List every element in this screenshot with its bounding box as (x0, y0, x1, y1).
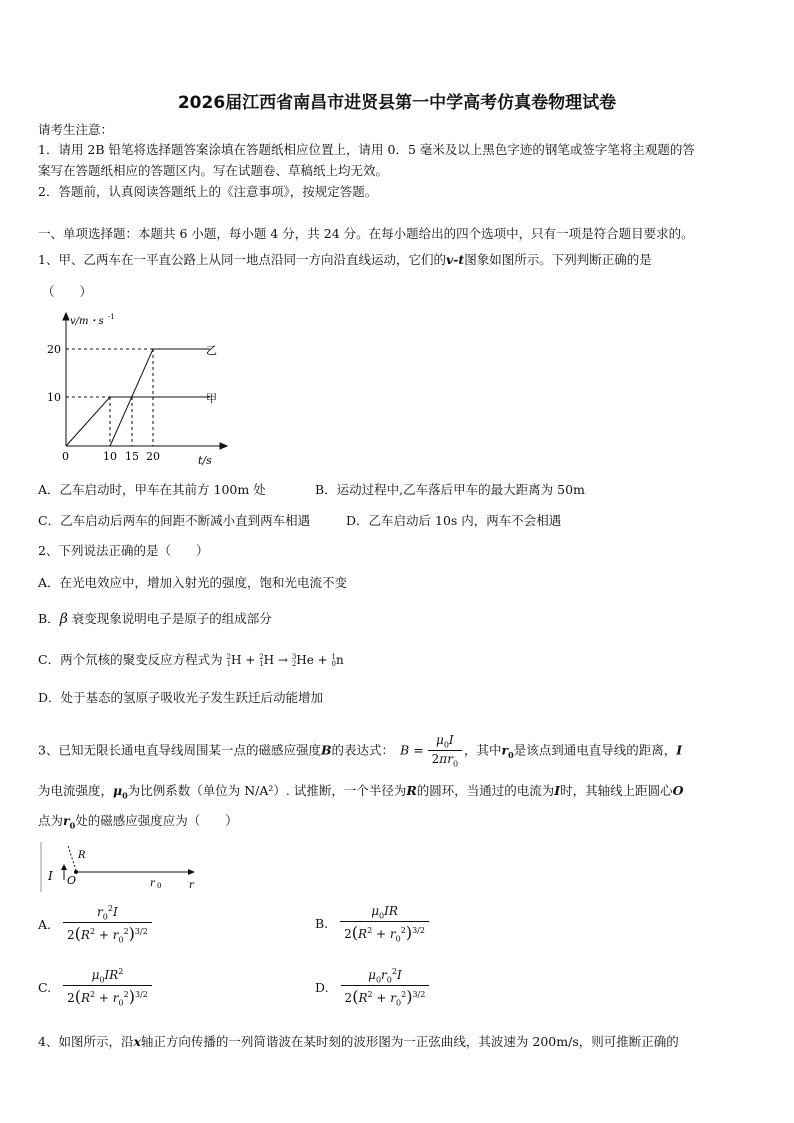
q3-ring-figure (38, 838, 208, 896)
q3-formula: B = $\frac{\mu_0I}{2\pi r_0}$ (400, 733, 462, 769)
label-yi: 乙 (206, 344, 217, 357)
y-tick-10: 10 (47, 391, 61, 404)
q3-option-d: D. $\frac{\mu_0r_0^2I}{2(R^2 + r_0^2)^{3/2}}$ (315, 967, 429, 1008)
svg-text:I: I (48, 869, 53, 883)
notice-item-1a: 1．请用 2B 铅笔将选择题答案涂填在答题纸相应位置上，请用 0．5 毫米及以上黑色字迹的钢笔或签字笔将主观题的答 (38, 142, 695, 157)
q1-stem-vt: v-t (445, 252, 465, 267)
section-heading: 一、单项选择题：本题共 6 小题，每小题 4 分，共 24 分。在每小题给出的四个选项中，只有一项是符合题目要求的。 (38, 226, 694, 241)
x-tick-10: 10 (103, 450, 117, 463)
y-axis-arrow (63, 313, 69, 320)
x-axis-arrow (220, 443, 227, 449)
q1-stem-a: 1、甲、乙两车在一平直公路上从同一地点沿同一方向沿直线运动，它们的 (38, 252, 446, 267)
q1-option-a: A．乙车启动时，甲车在其前方 100m 处 (38, 482, 266, 497)
q3-option-a-formula: $\frac{r_0^2I}{2(R^2 + r_0^2)^{3/2}}$ (63, 904, 152, 945)
y-axis-label: v/m・s (70, 316, 104, 327)
svg-text:0: 0 (157, 882, 162, 890)
y-tick-20: 20 (47, 343, 61, 356)
q3-stem-line3: 点为$r_0$处的磁感应强度应为（ ） (38, 813, 238, 831)
q1-option-b: B．运动过程中,乙车落后甲车的最大距离为 50m (315, 482, 585, 497)
q2-stem: 2、下列说法正确的是（ ） (38, 543, 209, 558)
q3-option-d-formula: $\frac{\mu_0r_0^2I}{2(R^2 + r_0^2)^{3/2}}$ (341, 967, 430, 1008)
page-title: 2026届江西省南昌市进贤县第一中学高考仿真卷物理试卷 (177, 93, 617, 113)
q1-paren: （ ） (42, 284, 93, 299)
x-axis-label: t/s (198, 454, 212, 467)
notice-heading: 请考生注意： (38, 122, 114, 137)
svg-text:O: O (67, 874, 77, 887)
q1-stem-b: 图象如图所示。下列判断正确的是 (464, 252, 652, 267)
q2-option-d: D．处于基态的氢原子吸收光子发生跃迁后动能增加 (38, 690, 324, 705)
q3-option-b: B. $\frac{\mu_0IR}{2(R^2 + r_0^2)^{3/2}}$ (315, 904, 429, 944)
q1-stem (38, 250, 652, 268)
label-jia: 甲 (206, 392, 217, 405)
q3-option-c: C. $\frac{\mu_0IR^2}{2(R^2 + r_0^2)^{3/2}}$ (38, 967, 152, 1008)
q1-vt-graph (40, 310, 230, 470)
svg-text:R: R (78, 850, 86, 861)
q2-option-a: A．在光电效应中，增加入射光的强度，饱和光电流不变 (38, 575, 348, 590)
q3-stem-line2: 为电流强度，$\mu_0$为比例系数（单位为 N/A²）. 试推断，一个半径为R的圆环，当通过的电流为I时，其轴线上距圆心O (38, 783, 684, 801)
beta-symbol: β (59, 611, 68, 627)
x-tick-15: 15 (125, 450, 139, 463)
line-jia (66, 397, 210, 446)
q3-option-b-formula: $\frac{\mu_0IR}{2(R^2 + r_0^2)^{3/2}}$ (340, 904, 429, 944)
q2-option-b: B．β 衰变现象说明电子是原子的组成部分 (38, 611, 272, 627)
q4-stem: 4、如图所示，沿x轴正方向传播的一列简谐波在某时刻的波形图为一正弦曲线，其波速为 200m/s，则可推断正确的 (38, 1034, 679, 1049)
q3-option-a: A. $\frac{r_0^2I}{2(R^2 + r_0^2)^{3/2}}$ (38, 904, 152, 945)
notice-item-2: 2．答题前，认真阅读答题纸上的《注意事项》，按规定答题。 (38, 184, 378, 199)
q2-option-c: C．两个氘核的聚变反应方程式为 2 1H + 2 1H → 3 2He + 1 0n (38, 652, 344, 668)
svg-text:r: r (150, 878, 155, 889)
notice-item-1b: 案写在答题纸相应的答题区内。写在试题卷、草稿纸上均无效。 (38, 163, 389, 178)
q3-stem-line1: 3、已知无限长通电直导线周围某一点的磁感应强度B的表达式： B = $\frac{\mu_0I}{2\pi r_0}$ ，其中$r_0$是该点到通电直导线的距离，I (38, 733, 683, 769)
svg-text:r: r (189, 880, 194, 891)
x-tick-20: 20 (146, 450, 160, 463)
x-tick-0: 0 (62, 450, 69, 463)
fusion-equation: 2 1H + 2 1H → 3 2He + 1 0n (226, 652, 344, 668)
y-axis-exp: -1 (108, 313, 115, 321)
q3-option-c-formula: $\frac{\mu_0IR^2}{2(R^2 + r_0^2)^{3/2}}$ (63, 967, 152, 1008)
q1-option-c: C．乙车启动后两车的间距不断减小直到两车相遇 (38, 513, 311, 528)
q1-option-d: D．乙车启动后 10s 内，两车不会相遇 (346, 513, 562, 528)
